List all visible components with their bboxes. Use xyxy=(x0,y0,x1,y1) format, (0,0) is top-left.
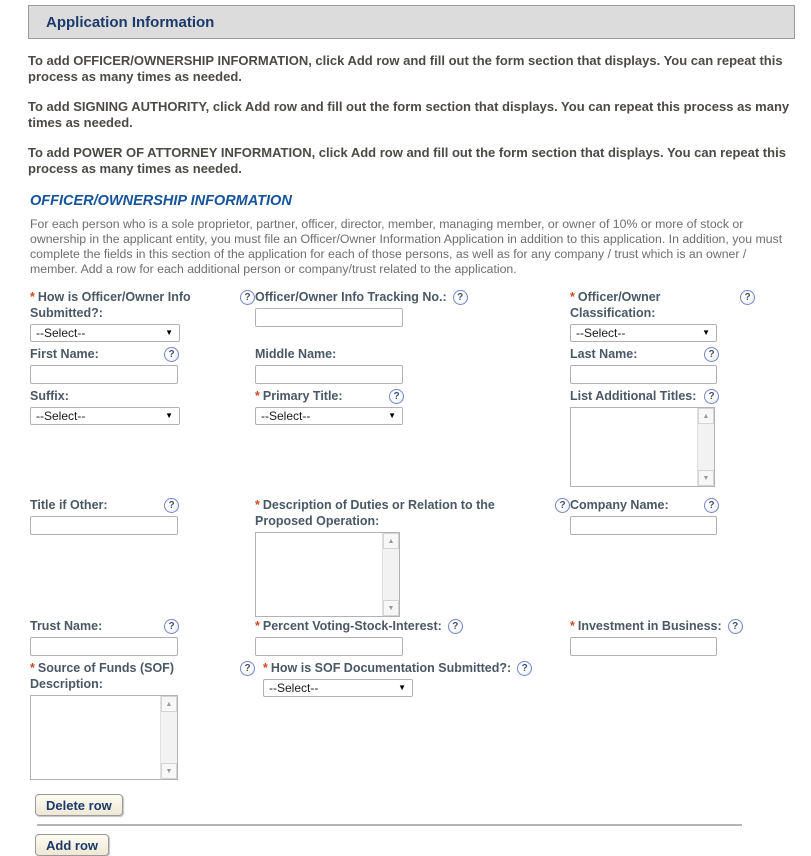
select-value: --Select-- xyxy=(261,409,311,423)
field-label: * Source of Funds (SOF) Description: xyxy=(30,661,174,691)
scroll-up-icon[interactable]: ▲ xyxy=(161,696,177,712)
field-label: * Investment in Business: xyxy=(570,619,722,633)
dropdown-arrow-icon: ▼ xyxy=(702,328,710,337)
scrollbar[interactable] xyxy=(697,408,714,486)
section-header xyxy=(28,5,795,39)
form-row-5 xyxy=(30,618,797,656)
scroll-down-icon[interactable]: ▼ xyxy=(383,600,399,616)
field-label: Middle Name: xyxy=(255,347,337,361)
delete-row-button[interactable]: Delete row xyxy=(35,794,123,816)
help-icon[interactable]: ? xyxy=(240,290,255,305)
required-asterisk: * xyxy=(255,619,260,633)
textarea-content[interactable] xyxy=(256,533,382,616)
required-asterisk: * xyxy=(30,661,35,675)
field-label: * How is Officer/Owner Info Submitted?: xyxy=(30,290,191,320)
required-asterisk: * xyxy=(263,661,268,675)
help-icon[interactable]: ? xyxy=(704,498,719,513)
field-label: Officer/Owner Info Tracking No.: xyxy=(255,290,447,304)
classification-select[interactable] xyxy=(570,324,717,342)
field-label: * Description of Duties or Relation to the Proposed Operation: xyxy=(255,498,495,528)
required-asterisk: * xyxy=(570,290,575,304)
help-icon[interactable]: ? xyxy=(728,619,743,634)
help-icon[interactable]: ? xyxy=(448,619,463,634)
help-icon[interactable]: ? xyxy=(704,347,719,362)
field-investment xyxy=(570,618,797,656)
field-additional-titles xyxy=(570,388,797,487)
tracking-no-input[interactable] xyxy=(255,308,403,327)
field-label: Trust Name: xyxy=(30,619,103,633)
scroll-down-icon[interactable]: ▼ xyxy=(698,470,714,486)
scroll-up-icon[interactable]: ▲ xyxy=(698,408,714,424)
first-name-input[interactable] xyxy=(30,365,178,384)
field-label: List Additional Titles: xyxy=(570,389,697,403)
dropdown-arrow-icon: ▼ xyxy=(388,411,396,420)
field-how-submitted xyxy=(30,289,255,342)
field-primary-title xyxy=(255,388,570,425)
scrollbar[interactable] xyxy=(382,533,399,616)
select-value: --Select-- xyxy=(36,409,86,423)
primary-title-select[interactable] xyxy=(255,407,403,425)
form-row-6 xyxy=(30,660,797,780)
field-sof-submitted xyxy=(263,660,588,697)
dropdown-arrow-icon: ▼ xyxy=(165,328,173,337)
help-icon[interactable]: ? xyxy=(704,389,719,404)
add-row-button[interactable]: Add row xyxy=(35,834,109,856)
required-asterisk: * xyxy=(255,498,260,512)
field-sof-description xyxy=(30,660,263,780)
officer-ownership-heading: OFFICER/OWNERSHIP INFORMATION xyxy=(30,193,292,209)
field-label: First Name: xyxy=(30,347,99,361)
divider xyxy=(37,824,742,826)
last-name-input[interactable] xyxy=(570,365,717,384)
required-asterisk: * xyxy=(255,389,260,403)
field-label: Title if Other: xyxy=(30,498,108,512)
page-title: Application Information xyxy=(46,13,215,31)
company-name-input[interactable] xyxy=(570,516,717,535)
middle-name-input[interactable] xyxy=(255,365,403,384)
officer-ownership-form xyxy=(30,289,797,856)
help-icon[interactable]: ? xyxy=(453,290,468,305)
instruction-power-of-attorney: To add POWER OF ATTORNEY INFORMATION, click Add row and fill out the form section that displays. You can repeat this process as many times as needed. xyxy=(28,145,786,176)
field-label: * Primary Title: xyxy=(255,389,343,403)
select-value: --Select-- xyxy=(36,326,86,340)
scroll-down-icon[interactable]: ▼ xyxy=(161,763,177,779)
help-icon[interactable]: ? xyxy=(164,498,179,513)
form-row-3 xyxy=(30,388,797,487)
dropdown-arrow-icon: ▼ xyxy=(165,411,173,420)
field-label: Last Name: xyxy=(570,347,638,361)
help-icon[interactable]: ? xyxy=(389,389,404,404)
sof-description-textarea[interactable] xyxy=(30,695,178,780)
textarea-content[interactable] xyxy=(31,696,160,779)
field-label: * Percent Voting-Stock-Interest: xyxy=(255,619,442,633)
help-icon[interactable]: ? xyxy=(555,498,570,513)
scroll-up-icon[interactable]: ▲ xyxy=(383,533,399,549)
percent-voting-input[interactable] xyxy=(255,637,403,656)
form-row-1 xyxy=(30,289,797,342)
suffix-select[interactable] xyxy=(30,407,180,425)
field-trust-name xyxy=(30,618,255,656)
field-label: Suffix: xyxy=(30,389,69,403)
select-value: --Select-- xyxy=(269,681,319,695)
help-icon[interactable]: ? xyxy=(740,290,755,305)
field-middle-name xyxy=(255,346,570,384)
field-tracking-no xyxy=(255,289,570,327)
investment-input[interactable] xyxy=(570,637,717,656)
field-label: * Officer/Owner Classification: xyxy=(570,290,661,320)
additional-titles-textarea[interactable] xyxy=(570,407,715,487)
field-duties xyxy=(255,497,570,617)
instruction-officer-ownership: To add OFFICER/OWNERSHIP INFORMATION, click Add row and fill out the form section that displays. You can repeat this process as many times as needed. xyxy=(28,53,783,84)
row-actions xyxy=(35,794,797,856)
required-asterisk: * xyxy=(570,619,575,633)
field-label: * How is SOF Documentation Submitted?: xyxy=(263,661,512,675)
help-icon[interactable]: ? xyxy=(164,347,179,362)
officer-ownership-description: For each person who is a sole proprietor, partner, officer, director, member, managing member, or owner of 10% or more of stock or ownership in the applicant entity, you must file an Officer/Owner Information Application in addition to this application. In addition, you must complete the fields in this section of the application for each of those persons, as well as for any company / trust which is an owner / member. Add a row for each additional person or company/trust related to the application. xyxy=(30,217,783,276)
field-first-name xyxy=(30,346,255,384)
required-asterisk: * xyxy=(30,290,35,304)
field-classification xyxy=(570,289,797,342)
dropdown-arrow-icon: ▼ xyxy=(398,683,406,692)
field-last-name xyxy=(570,346,797,384)
help-icon[interactable]: ? xyxy=(240,661,255,676)
duties-textarea[interactable] xyxy=(255,532,400,617)
textarea-content[interactable] xyxy=(571,408,697,486)
trust-name-input[interactable] xyxy=(30,637,178,656)
field-company-name xyxy=(570,497,797,535)
scrollbar[interactable] xyxy=(160,696,177,779)
select-value: --Select-- xyxy=(576,326,626,340)
instruction-signing-authority: To add SIGNING AUTHORITY, click Add row and fill out the form section that displays. You can repeat this process as many times as needed. xyxy=(28,99,790,130)
field-label: Company Name: xyxy=(570,498,669,512)
title-if-other-input[interactable] xyxy=(30,516,178,535)
sof-submitted-select[interactable] xyxy=(263,679,413,697)
help-icon[interactable]: ? xyxy=(164,619,179,634)
field-title-if-other xyxy=(30,497,255,535)
field-percent-voting xyxy=(255,618,570,656)
how-submitted-select[interactable] xyxy=(30,324,180,342)
help-icon[interactable]: ? xyxy=(517,661,532,676)
form-row-2 xyxy=(30,346,797,384)
form-row-4 xyxy=(30,497,797,617)
field-suffix xyxy=(30,388,255,425)
